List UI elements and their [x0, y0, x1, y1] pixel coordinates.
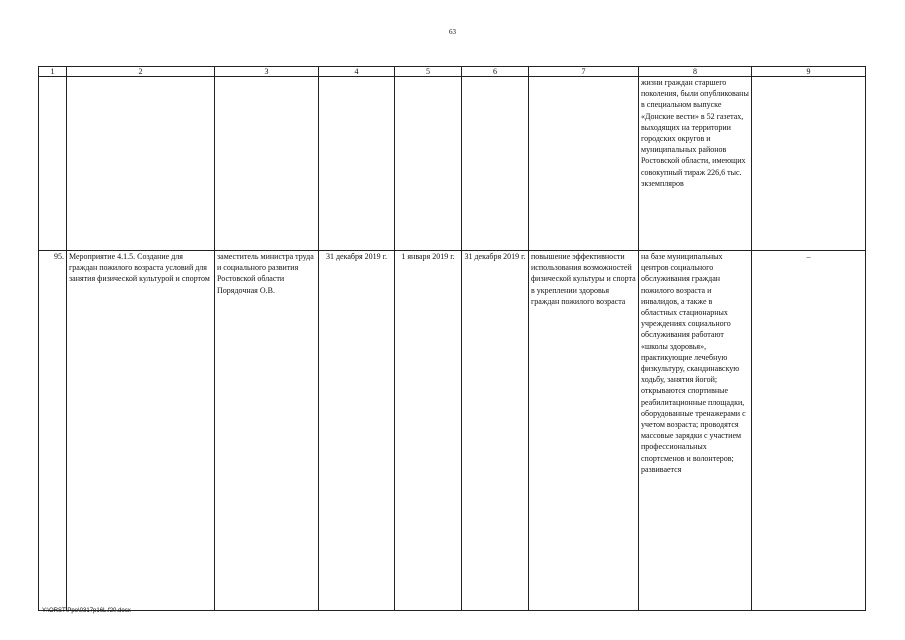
cell-event: Мероприятие 4.1.5. Создание для граждан пожилого возраста условий для занятия физической культурой и спортом	[67, 251, 215, 611]
cell-empty	[462, 77, 529, 251]
cell-responsible: заместитель министра труда и социального развития Ростовской области Порядочная О.В.	[215, 251, 319, 611]
report-table	[38, 66, 866, 611]
cell-empty	[67, 77, 215, 251]
cell-empty	[319, 77, 395, 251]
cell-empty	[395, 77, 462, 251]
header-cell-6: 6	[462, 67, 529, 77]
cell-row-number: 95.	[39, 251, 67, 611]
cell-planned-date: 31 декабря 2019 г.	[319, 251, 395, 611]
header-cell-8: 8	[639, 67, 752, 77]
header-cell-1: 1	[39, 67, 67, 77]
cell-empty	[752, 77, 866, 251]
cell-end-date: 31 декабря 2019 г.	[462, 251, 529, 611]
cell-empty	[39, 77, 67, 251]
file-path-footer: Y:\ORST\Ppo\0317p16L.f20.docx	[42, 608, 131, 614]
table-row-continuation	[39, 77, 866, 251]
header-cell-7: 7	[529, 67, 639, 77]
cell-note: –	[752, 251, 866, 611]
header-cell-3: 3	[215, 67, 319, 77]
cell-empty	[215, 77, 319, 251]
table-header-row	[39, 67, 866, 77]
header-cell-9: 9	[752, 67, 866, 77]
header-cell-5: 5	[395, 67, 462, 77]
header-cell-4: 4	[319, 67, 395, 77]
header-cell-2: 2	[67, 67, 215, 77]
page-number: 63	[449, 28, 456, 36]
table-row-95	[39, 251, 866, 611]
cell-fact-continuation: жизни граждан старшего поколения, были опубликованы в специальном выпуске «Донские вести» в 52 газетах, выходящих на территории городских округов и муниципальных районов Ростовской области, имеющих совокупный тираж 226,6 тыс. экземпляров	[639, 77, 752, 251]
cell-expected-result: повышение эффективности использования возможностей физической культуры и спорта в укреплении здоровья граждан пожилого возраста	[529, 251, 639, 611]
cell-fact: на базе муниципальных центров социального обслуживания граждан пожилого возраста и инвалидов, а также в областных стационарных учреждениях социального обслуживания работают «школы здоровья», практикующие лечебную физкультуру, скандинавскую ходьбу, занятия йогой; открываются спортивные реабилитационные площадки, оборудованные тренажерами с учетом возраста; проводятся массовые зарядки с участием профессиональных спортсменов и волонтеров; развивается	[639, 251, 752, 611]
cell-start-date: 1 января 2019 г.	[395, 251, 462, 611]
cell-empty	[529, 77, 639, 251]
